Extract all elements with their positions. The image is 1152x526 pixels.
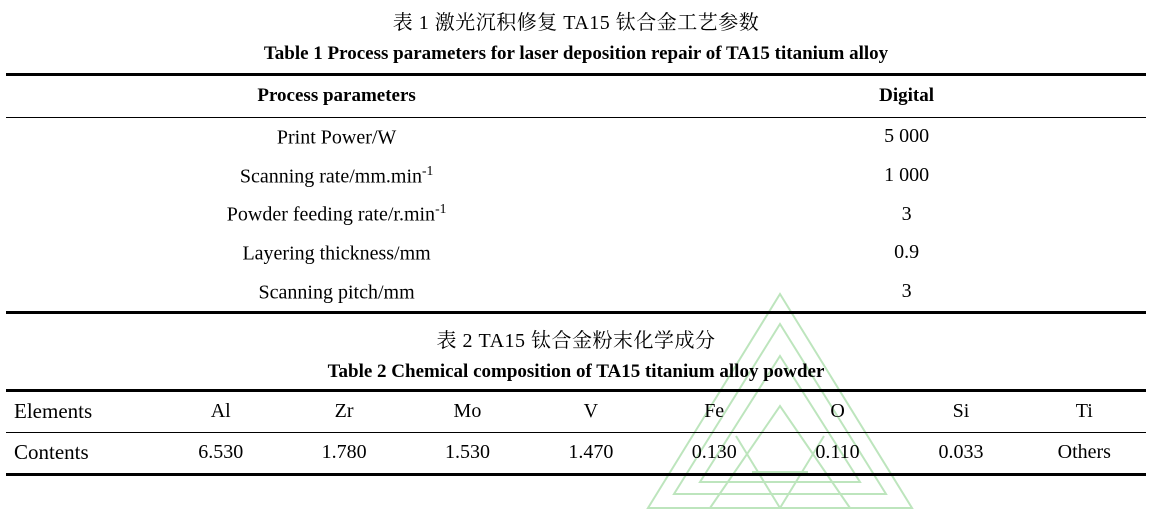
table1-caption-cn: 表 1 激光沉积修复 TA15 钛合金工艺参数 [392, 12, 760, 34]
cell-parameter [6, 118, 667, 157]
cell-content: 0.130 [653, 433, 776, 475]
cell-content: 1.780 [282, 433, 405, 475]
table-row-contents [6, 433, 1146, 475]
table2-caption-en: Table 2 Chemical composition of TA15 titanium alloy powder [327, 361, 825, 383]
cell-content: 1.530 [406, 433, 529, 475]
cell-content: Others [1023, 433, 1146, 475]
table1-caption-en: Table 1 Process parameters for laser deposition repair of TA15 titanium alloy [263, 43, 889, 64]
cell-value: 3 [901, 202, 912, 225]
cell-parameter [6, 195, 667, 234]
cell-parameter [6, 157, 667, 196]
table2-caption-cn: 表 2 TA15 钛合金粉末化学成分 [436, 330, 716, 353]
column-header-digital: Digital [667, 75, 1146, 118]
table-row [6, 234, 1146, 273]
cell-element: Zr [282, 391, 405, 433]
parameter-label: Layering thickness/mm [242, 242, 431, 265]
cell-element: Fe [653, 391, 776, 433]
cell-content: 1.470 [529, 433, 652, 475]
table-row [6, 273, 1146, 313]
row-header-elements: Elements [6, 391, 159, 433]
cell-parameter [6, 234, 667, 273]
cell-value: 5 000 [884, 125, 930, 148]
cell-element: Ti [1023, 391, 1146, 433]
cell-content: 0.033 [899, 433, 1022, 475]
parameter-label: Print Power/W [276, 126, 397, 149]
row-header-contents: Contents [6, 433, 159, 475]
cell-value: 3 [667, 273, 1146, 313]
table-row [6, 195, 1146, 234]
parameter-exponent: -1 [435, 201, 447, 217]
parameter-label: Scanning rate/mm.min [239, 165, 423, 188]
parameter-label: Scanning pitch/mm [258, 281, 415, 304]
cell-element: Si [899, 391, 1022, 433]
cell-parameter [6, 273, 667, 313]
table-header-row [6, 75, 1146, 118]
table-row-elements [6, 391, 1146, 433]
chemical-composition-table [6, 389, 1146, 476]
cell-value: 1 000 [884, 163, 930, 186]
column-header-process-parameters: Process parameters [6, 75, 667, 118]
parameter-exponent: -1 [422, 162, 434, 178]
cell-content: 0.110 [776, 433, 899, 475]
table-row [6, 157, 1146, 196]
cell-content: 6.530 [159, 433, 282, 475]
cell-element: Al [159, 391, 282, 433]
parameter-label: Powder feeding rate/r.min [226, 203, 436, 226]
cell-element: V [529, 391, 652, 433]
table-row [6, 118, 1146, 157]
cell-element: Mo [406, 391, 529, 433]
cell-element: O [776, 391, 899, 433]
cell-value: 0.9 [894, 241, 920, 264]
process-parameters-table [6, 73, 1146, 314]
